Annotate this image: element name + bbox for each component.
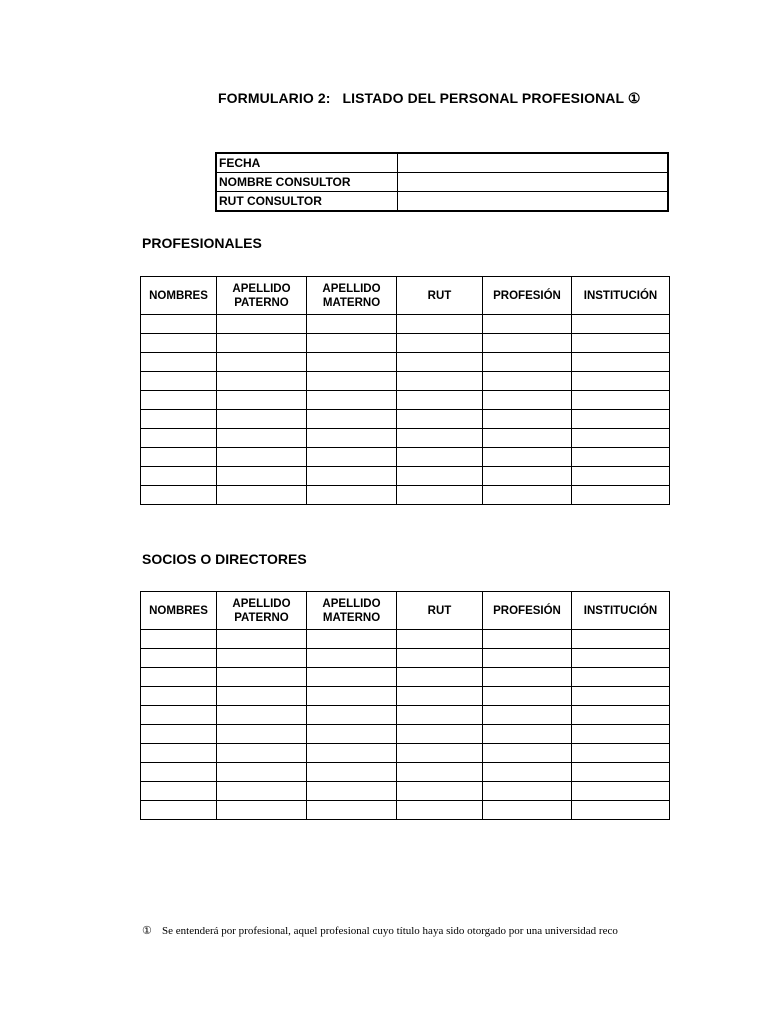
table-cell[interactable] [217, 801, 307, 820]
table-cell[interactable] [307, 410, 397, 429]
table-cell[interactable] [141, 315, 217, 334]
table-cell[interactable] [572, 486, 670, 505]
table-cell[interactable] [397, 486, 483, 505]
table-cell[interactable] [307, 391, 397, 410]
table-cell[interactable] [307, 744, 397, 763]
table-cell[interactable] [141, 763, 217, 782]
table-cell[interactable] [141, 744, 217, 763]
table-cell[interactable] [141, 687, 217, 706]
table-cell[interactable] [217, 630, 307, 649]
table-cell[interactable] [397, 630, 483, 649]
info-label: FECHA [216, 153, 398, 173]
table-cell[interactable] [483, 429, 572, 448]
table-cell[interactable] [217, 649, 307, 668]
table-cell[interactable] [483, 467, 572, 486]
table-cell[interactable] [397, 763, 483, 782]
table-body [141, 315, 670, 505]
table-cell[interactable] [217, 429, 307, 448]
table-cell[interactable] [572, 763, 670, 782]
footnote [142, 924, 672, 937]
table-cell[interactable] [572, 429, 670, 448]
table-cell[interactable] [397, 410, 483, 429]
column-header-apellido-paterno: APELLIDO PATERNO [217, 277, 307, 315]
table-row [141, 486, 670, 505]
table-header-row [141, 592, 670, 630]
table-row [141, 467, 670, 486]
consultant-info-table [215, 152, 669, 212]
table-cell[interactable] [141, 801, 217, 820]
table-cell[interactable] [141, 782, 217, 801]
profesionales-table [140, 276, 670, 505]
table-cell[interactable] [397, 782, 483, 801]
info-label: RUT CONSULTOR [216, 192, 398, 212]
info-label: NOMBRE CONSULTOR [216, 173, 398, 192]
table-cell[interactable] [397, 334, 483, 353]
table-cell[interactable] [572, 467, 670, 486]
table-row [141, 630, 670, 649]
table-cell[interactable] [307, 486, 397, 505]
table-cell[interactable] [307, 801, 397, 820]
table-cell[interactable] [307, 448, 397, 467]
table-row [141, 706, 670, 725]
table-cell[interactable] [217, 687, 307, 706]
table-cell[interactable] [307, 467, 397, 486]
table-cell[interactable] [483, 315, 572, 334]
table-cell[interactable] [397, 353, 483, 372]
table-cell[interactable] [141, 334, 217, 353]
table-cell[interactable] [397, 744, 483, 763]
table-cell[interactable] [397, 391, 483, 410]
table-row [141, 353, 670, 372]
table-cell[interactable] [397, 725, 483, 744]
table-cell[interactable] [572, 448, 670, 467]
table-cell[interactable] [217, 467, 307, 486]
table-cell[interactable] [483, 744, 572, 763]
table-cell[interactable] [217, 334, 307, 353]
table-cell[interactable] [572, 725, 670, 744]
table-row [141, 429, 670, 448]
table-cell[interactable] [397, 372, 483, 391]
table-cell[interactable] [483, 630, 572, 649]
table-cell[interactable] [397, 448, 483, 467]
footnote-mark: ① [142, 925, 152, 937]
table-cell[interactable] [141, 391, 217, 410]
table-cell[interactable] [483, 334, 572, 353]
table-cell[interactable] [483, 725, 572, 744]
table-row [141, 315, 670, 334]
table-cell[interactable] [217, 782, 307, 801]
table-cell[interactable] [141, 725, 217, 744]
table-row [141, 391, 670, 410]
column-header-institucion: INSTITUCIÓN [572, 277, 670, 315]
table-cell[interactable] [307, 668, 397, 687]
table-cell[interactable] [307, 315, 397, 334]
table-cell[interactable] [572, 687, 670, 706]
table-cell[interactable] [572, 410, 670, 429]
table-cell[interactable] [307, 706, 397, 725]
table-cell[interactable] [397, 467, 483, 486]
table-cell[interactable] [217, 725, 307, 744]
table-cell[interactable] [483, 687, 572, 706]
info-value-field[interactable] [398, 192, 669, 212]
table-cell[interactable] [572, 782, 670, 801]
table-row [141, 744, 670, 763]
table-cell[interactable] [141, 486, 217, 505]
table-header-row [141, 277, 670, 315]
info-value-field[interactable] [398, 153, 669, 173]
table-cell[interactable] [141, 630, 217, 649]
table-cell[interactable] [572, 744, 670, 763]
table-cell[interactable] [217, 744, 307, 763]
table-cell[interactable] [217, 448, 307, 467]
table-cell[interactable] [217, 706, 307, 725]
info-value-field[interactable] [398, 173, 669, 192]
table-cell[interactable] [483, 706, 572, 725]
table-row [141, 372, 670, 391]
table-cell[interactable] [483, 353, 572, 372]
table-cell[interactable] [483, 782, 572, 801]
table-cell[interactable] [307, 372, 397, 391]
table-cell[interactable] [572, 668, 670, 687]
column-header-nombres: NOMBRES [141, 592, 217, 630]
table-cell[interactable] [307, 353, 397, 372]
table-cell[interactable] [483, 448, 572, 467]
table-cell[interactable] [572, 372, 670, 391]
column-header-nombres: NOMBRES [141, 277, 217, 315]
table-row [141, 410, 670, 429]
table-cell[interactable] [397, 801, 483, 820]
table-cell[interactable] [217, 315, 307, 334]
table-cell[interactable] [572, 353, 670, 372]
table-cell[interactable] [483, 486, 572, 505]
info-row-fecha [216, 153, 668, 173]
table-row [141, 687, 670, 706]
table-cell[interactable] [307, 649, 397, 668]
table-cell[interactable] [141, 448, 217, 467]
table-row [141, 725, 670, 744]
column-header-rut: RUT [397, 592, 483, 630]
table-cell[interactable] [307, 782, 397, 801]
table-cell[interactable] [572, 315, 670, 334]
table-cell[interactable] [307, 334, 397, 353]
table-cell[interactable] [483, 649, 572, 668]
table-cell[interactable] [307, 763, 397, 782]
table-cell[interactable] [483, 372, 572, 391]
table-cell[interactable] [217, 410, 307, 429]
table-cell[interactable] [483, 391, 572, 410]
column-header-rut: RUT [397, 277, 483, 315]
table-cell[interactable] [397, 687, 483, 706]
table-cell[interactable] [572, 801, 670, 820]
table-body [141, 630, 670, 820]
table-row [141, 649, 670, 668]
table-cell[interactable] [483, 668, 572, 687]
table-cell[interactable] [397, 668, 483, 687]
table-cell[interactable] [307, 687, 397, 706]
table-cell[interactable] [397, 649, 483, 668]
section-title-socios-directores: SOCIOS O DIRECTORES [142, 551, 307, 567]
table-cell[interactable] [217, 391, 307, 410]
column-header-institucion: INSTITUCIÓN [572, 592, 670, 630]
table-cell[interactable] [483, 763, 572, 782]
table-cell[interactable] [141, 372, 217, 391]
column-header-profesion: PROFESIÓN [483, 592, 572, 630]
table-row [141, 801, 670, 820]
table-cell[interactable] [397, 315, 483, 334]
table-cell[interactable] [572, 391, 670, 410]
table-cell[interactable] [141, 649, 217, 668]
column-header-profesion: PROFESIÓN [483, 277, 572, 315]
table-row [141, 448, 670, 467]
footnote-text: Se entenderá por profesional, aquel profesional cuyo título haya sido otorgado por una universidad reco [162, 925, 618, 937]
table-cell[interactable] [217, 668, 307, 687]
form-title: FORMULARIO 2: LISTADO DEL PERSONAL PROFESIONAL ① [218, 90, 641, 106]
table-cell[interactable] [141, 706, 217, 725]
table-cell[interactable] [572, 649, 670, 668]
table-cell[interactable] [572, 630, 670, 649]
table-cell[interactable] [217, 486, 307, 505]
table-cell[interactable] [307, 725, 397, 744]
info-row-rut-consultor [216, 192, 668, 212]
table-cell[interactable] [483, 801, 572, 820]
section-title-profesionales: PROFESIONALES [142, 235, 262, 251]
table-cell[interactable] [572, 706, 670, 725]
table-cell[interactable] [397, 429, 483, 448]
table-row [141, 334, 670, 353]
column-header-apellido-materno: APELLIDO MATERNO [307, 277, 397, 315]
table-cell[interactable] [217, 763, 307, 782]
table-cell[interactable] [217, 353, 307, 372]
table-cell[interactable] [307, 630, 397, 649]
table-row [141, 782, 670, 801]
table-cell[interactable] [397, 706, 483, 725]
table-cell[interactable] [141, 467, 217, 486]
table-row [141, 668, 670, 687]
table-cell[interactable] [483, 410, 572, 429]
column-header-apellido-materno: APELLIDO MATERNO [307, 592, 397, 630]
table-cell[interactable] [141, 410, 217, 429]
socios-directores-table [140, 591, 670, 820]
table-cell[interactable] [141, 668, 217, 687]
table-cell[interactable] [572, 334, 670, 353]
table-cell[interactable] [141, 353, 217, 372]
info-row-nombre-consultor [216, 173, 668, 192]
table-cell[interactable] [217, 372, 307, 391]
table-cell[interactable] [141, 429, 217, 448]
column-header-apellido-paterno: APELLIDO PATERNO [217, 592, 307, 630]
table-cell[interactable] [307, 429, 397, 448]
table-row [141, 763, 670, 782]
